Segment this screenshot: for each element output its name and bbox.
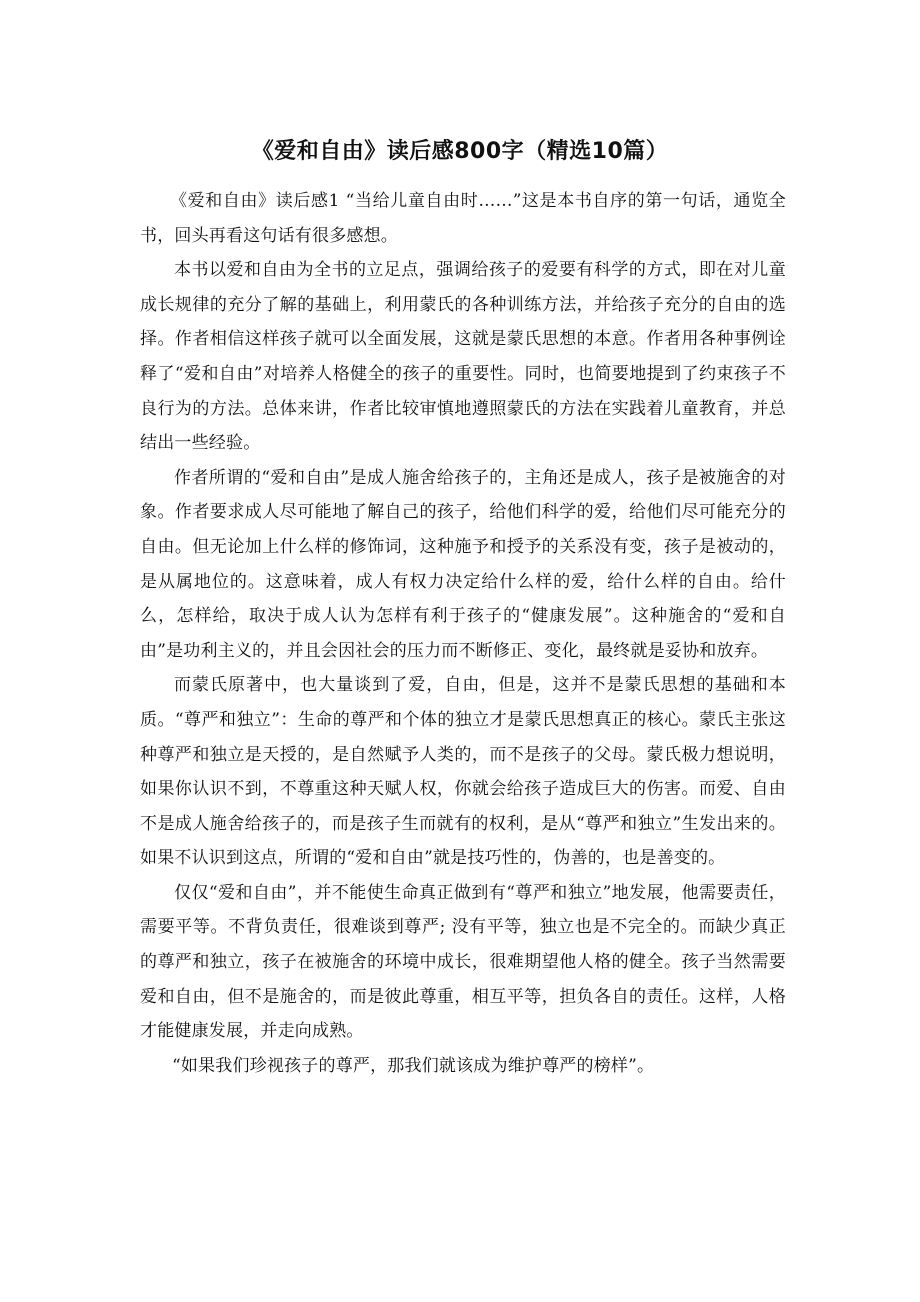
paragraph-responsibility: 仅仅“爱和自由”，并不能使生命真正做到有“尊严和独立”地发展，他需要责任，需要平等。不背负责任，很难谈到尊严; 没有平等，独立也是不完全的。而缺少真正的尊严和独立，孩子在被施舍的环境中成长，很难期望他人格的健全。孩子当然需要爱和自由，但不是施舍的，而是彼此尊重，相互平等，担负各自的责任。这样，人格才能健康发展，并走向成熟。 [140, 882, 786, 1042]
paragraph-intro: 《爱和自由》读后感1 “当给儿童自由时……”这是本书自序的第一句话，通览全书，回头再看这句话有很多感想。 [140, 191, 786, 246]
paragraph-book-summary: 本书以爱和自由为全书的立足点，强调给孩子的爱要有科学的方式，即在对儿童成长规律的充分了解的基础上，利用蒙氏的各种训练方法，并给孩子充分的自由的选择。作者相信这样孩子就可以全面发展，这就是蒙氏思想的本意。作者用各种事例诠释了“爱和自由”对培养人格健全的孩子的重要性。同时，也简要地提到了约束孩子不良行为的方法。总体来讲，作者比较审慎地遵照蒙氏的方法在实践着儿童教育，并总结出一些经验。 [140, 260, 786, 454]
paragraph-closing-quote: “如果我们珍视孩子的尊严，那我们就该成为维护尊严的榜样”。 [172, 1055, 655, 1076]
paragraph-critique: 作者所谓的“爱和自由”是成人施舍给孩子的，主角还是成人，孩子是被施舍的对象。作者要求成人尽可能地了解自己的孩子，给他们科学的爱，给他们尽可能充分的自由。但无论加上什么样的修饰词，这种施予和授予的关系没有变，孩子是被动的，是从属地位的。这意味着，成人有权力决定给什么样的爱，给什么样的自由。给什么，怎样给，取决于成人认为怎样有利于孩子的“健康发展”。这种施舍的“爱和自由”是功利主义的，并且会因社会的压力而不断修正、变化，最终就是妥协和放弃。 [140, 467, 786, 661]
document-title: 《爱和自由》读后感800字（精选10篇） [251, 139, 669, 164]
paragraph-montessori-core: 而蒙氏原著中，也大量谈到了爱，自由，但是，这并不是蒙氏思想的基础和本质。“尊严和独立”：生命的尊严和个体的独立才是蒙氏思想真正的核心。蒙氏主张这种尊严和独立是天授的，是自然赋予人类的，而不是孩子的父母。蒙氏极力想说明，如果你认识不到，不尊重这种天赋人权，你就会给孩子造成巨大的伤害。而爱、自由不是成人施舍给孩子的，而是孩子生而就有的权利，是从“尊严和独立”生发出来的。如果不认识到这点，所谓的“爱和自由”就是技巧性的，伪善的，也是善变的。 [140, 675, 786, 869]
document-body [140, 184, 786, 1083]
